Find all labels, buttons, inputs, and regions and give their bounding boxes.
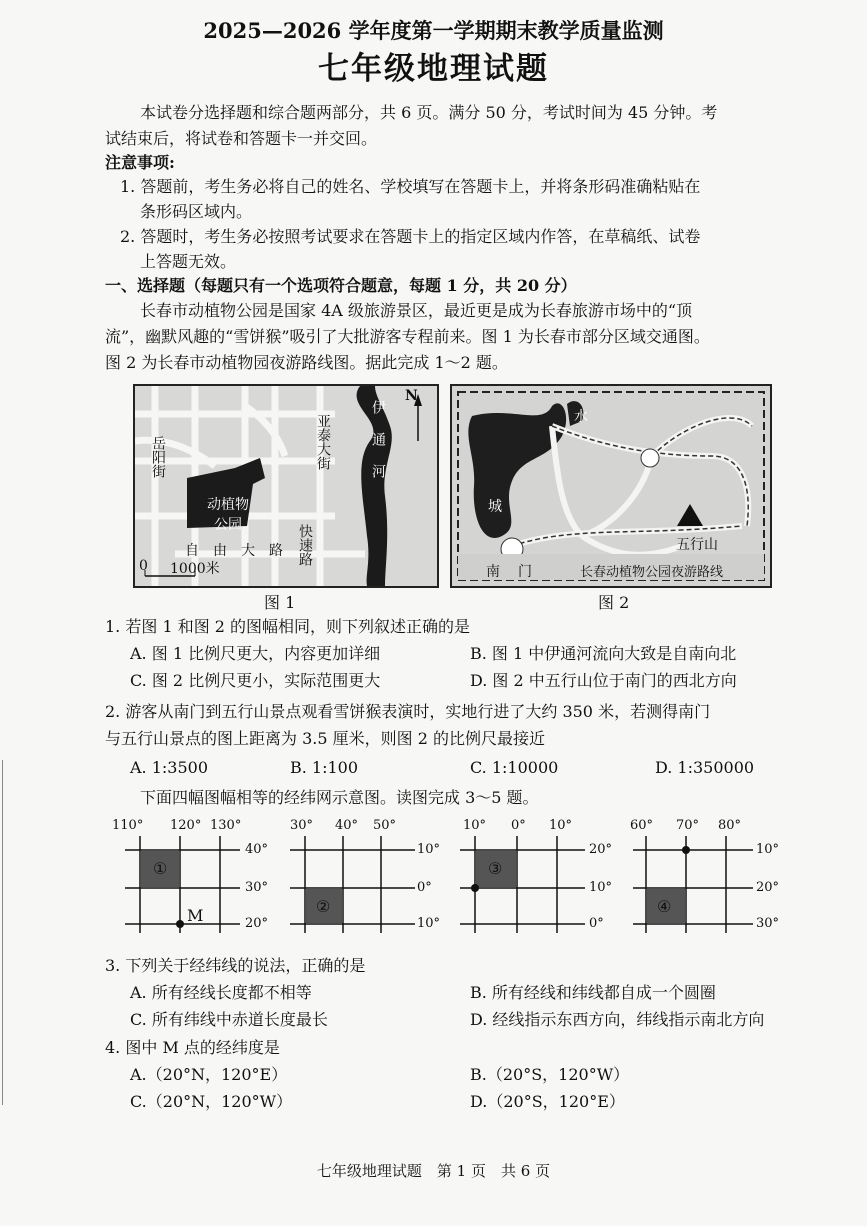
question-2-option-b: B. 1:100 <box>290 758 359 777</box>
map-2-graphic <box>452 386 770 586</box>
exam-subject-title: 七年级地理试题 <box>318 51 549 87</box>
graticule-4 <box>628 818 803 933</box>
notice-item-2b: 上答题无效。 <box>140 252 237 271</box>
graticule-1 <box>110 818 280 933</box>
g1-lon-1: 110° <box>112 818 144 833</box>
park-label: 动植物公园 <box>207 497 249 533</box>
g4-lon-1: 60° <box>630 818 654 833</box>
street-label-yatai: 亚泰大街 <box>315 414 331 470</box>
notice-item-1b: 条形码区域内。 <box>140 202 253 221</box>
g3-lon-2: 0° <box>511 818 526 833</box>
north-arrow-icon: N <box>405 388 418 404</box>
passage-line-2: 流”，幽默风趣的“雪饼猴”吸引了大批游客专程前来。图 1 为长春市部分区域交通图。 <box>105 327 710 346</box>
notice-heading: 注意事项: <box>105 153 175 172</box>
g3-lon-3: 10° <box>549 818 573 833</box>
figure-1-traffic-map <box>133 384 439 588</box>
g3-lat-3: 0° <box>589 916 604 931</box>
passage-line-1: 长春市动植物公园是国家 4A 级旅游景区，最近更是成为长春旅游市场中的“顶 <box>140 301 693 320</box>
g2-lat-2: 0° <box>417 880 432 895</box>
city-label: 城 <box>488 499 502 515</box>
binding-edge-line <box>2 760 3 1105</box>
exam-session-title: 2025—2026 学年度第一学期期末教学质量监测 <box>203 18 664 43</box>
question-2-stem-1: 2. 游客从南门到五行山景点观看雪饼猴表演时，实地行进了大约 350 米，若测得南门 <box>105 702 711 721</box>
question-3-option-a: A. 所有经线长度都不相等 <box>130 983 312 1002</box>
question-2-option-d: D. 1:350000 <box>655 758 755 777</box>
g2-lon-1: 30° <box>290 818 314 833</box>
g1-lat-3: 20° <box>245 916 269 931</box>
g3-lat-2: 10° <box>589 880 613 895</box>
g2-lat-1: 10° <box>417 842 441 857</box>
g3-mark: ③ <box>488 859 503 878</box>
g1-lon-3: 130° <box>210 818 242 833</box>
question-1-option-b: B. 图 1 中伊通河流向大致是自南向北 <box>470 644 737 663</box>
g4-mark: ④ <box>657 897 672 916</box>
question-1-option-c: C. 图 2 比例尺更小，实际范围更大 <box>130 671 381 690</box>
g1-lon-2: 120° <box>170 818 202 833</box>
question-3-option-d: D. 经线指示东西方向，纬线指示南北方向 <box>470 1010 765 1029</box>
question-4-stem: 4. 图中 M 点的经纬度是 <box>105 1038 280 1057</box>
map-2-legend: 长春动植物公园夜游路线 <box>580 565 724 580</box>
g1-lat-2: 30° <box>245 880 269 895</box>
question-4-option-b: B.（20°S，120°W） <box>470 1065 630 1084</box>
g2-mark: ② <box>316 897 331 916</box>
street-label-yueyang: 岳阳街 <box>150 436 166 478</box>
page-footer: 七年级地理试题 第 1 页 共 6 页 <box>316 1162 551 1180</box>
scale-zero: 0 <box>139 558 148 574</box>
south-gate-label: 南门 <box>486 564 550 580</box>
grid-intro: 下面四幅图幅相等的经纬网示意图。读图完成 3～5 题。 <box>140 788 539 807</box>
section-heading: 一、选择题（每题只有一个选项符合题意，每题 1 分，共 20 分） <box>105 276 577 295</box>
g2-lat-3: 10° <box>417 916 441 931</box>
intro-line-2: 试结束后，将试卷和答题卡一并交回。 <box>105 129 378 148</box>
intro-line-1: 本试卷分选择题和综合题两部分，共 6 页。满分 50 分，考试时间为 45 分钟。考 <box>140 103 718 122</box>
question-2-stem-2: 与五行山景点的图上距离为 3.5 厘米，则图 2 的比例尺最接近 <box>105 729 545 748</box>
g2-lon-3: 50° <box>373 818 397 833</box>
graticule-3 <box>455 818 625 933</box>
notice-item-2a: 2. 答题时，考生务必按照考试要求在答题卡上的指定区域内作答，在草稿纸、试卷 <box>120 227 701 246</box>
question-4-option-c: C.（20°N，120°W） <box>130 1092 293 1111</box>
question-1-stem: 1. 若图 1 和图 2 的图幅相同，则下列叙述正确的是 <box>105 617 471 636</box>
question-2-option-c: C. 1:10000 <box>470 758 559 777</box>
figure-2-caption: 图 2 <box>598 593 630 612</box>
question-4-option-d: D.（20°S，120°E） <box>470 1092 625 1111</box>
question-4-option-a: A.（20°N，120°E） <box>130 1065 288 1084</box>
g4-lat-3: 30° <box>756 916 780 931</box>
question-1-option-d: D. 图 2 中五行山位于南门的西北方向 <box>470 671 737 690</box>
g1-lat-1: 40° <box>245 842 269 857</box>
g4-lat-1: 10° <box>756 842 780 857</box>
question-2-option-a: A. 1:3500 <box>130 758 209 777</box>
figure-2-night-tour-map <box>450 384 772 588</box>
question-3-option-b: B. 所有经线和纬线都自成一个圆圈 <box>470 983 716 1002</box>
graticule-2 <box>285 818 455 933</box>
scale-label: 1000米 <box>170 561 220 577</box>
question-3-option-c: C. 所有纬线中赤道长度最长 <box>130 1010 328 1029</box>
figure-1-caption: 图 1 <box>264 593 296 612</box>
wuxing-mountain-label: 五行山 <box>676 537 718 553</box>
question-1-option-a: A. 图 1 比例尺更大，内容更加详细 <box>130 644 381 663</box>
water-label: 水 <box>574 409 588 425</box>
g4-lon-2: 70° <box>676 818 700 833</box>
g1-mark: ① <box>153 859 168 878</box>
river-label: 伊通河 <box>370 400 386 496</box>
g3-lat-1: 20° <box>589 842 613 857</box>
notice-item-1a: 1. 答题前，考生务必将自己的姓名、学校填写在答题卡上，并将条形码准确粘贴在 <box>120 177 701 196</box>
road-label-ziyou: 自由大路 <box>185 543 297 559</box>
g2-lon-2: 40° <box>335 818 359 833</box>
g3-lon-1: 10° <box>463 818 487 833</box>
g4-lat-2: 20° <box>756 880 780 895</box>
expressway-label: 快速路 <box>297 524 313 566</box>
g1-point-m: M <box>187 906 204 925</box>
g4-lon-3: 80° <box>718 818 742 833</box>
question-3-stem: 3. 下列关于经纬线的说法，正确的是 <box>105 956 366 975</box>
passage-line-3: 图 2 为长春市动植物园夜游路线图。据此完成 1～2 题。 <box>105 353 508 372</box>
